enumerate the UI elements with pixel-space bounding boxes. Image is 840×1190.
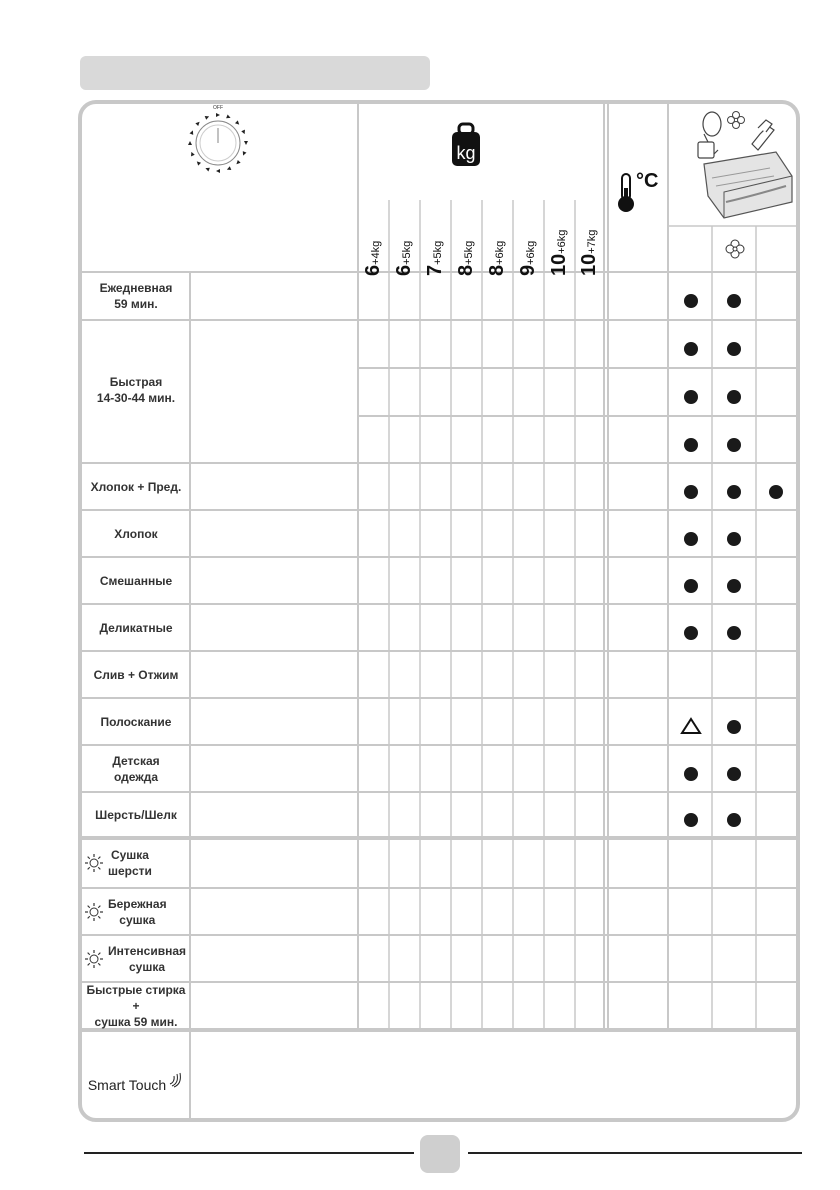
capacity-unit: kg — [585, 229, 598, 242]
included-dot — [684, 438, 698, 452]
included-dot — [684, 485, 698, 499]
capacity-unit: kg — [462, 240, 475, 253]
capacity-dry: +6 — [493, 252, 506, 265]
included-dot — [727, 532, 741, 546]
dial-tick — [188, 141, 192, 145]
temperature-unit-label: °C — [636, 170, 659, 192]
program-label-text: Хлопок + Пред. — [90, 479, 182, 494]
program-label — [82, 604, 190, 651]
program-label — [82, 510, 190, 557]
capacity-dry: +5 — [462, 252, 475, 265]
included-dot — [727, 813, 741, 827]
included-dot — [684, 342, 698, 356]
detergent-drawer-icon — [682, 106, 798, 226]
program-label-text: Интенсивная сушка — [108, 943, 187, 974]
program-label-text: Слив + Отжим — [93, 667, 179, 682]
capacity-header — [424, 196, 448, 276]
sun-icon — [84, 902, 104, 922]
wireless-icon — [168, 1072, 182, 1088]
capacity-unit: kg — [493, 240, 506, 253]
capacity-dry: +5 — [400, 252, 413, 265]
included-dot — [684, 813, 698, 827]
capacity-unit: kg — [400, 240, 413, 253]
program-label — [82, 463, 190, 510]
program-label — [82, 272, 190, 320]
sun-icon — [84, 949, 104, 969]
included-dot — [684, 294, 698, 308]
capacity-wash: 7 — [423, 264, 446, 276]
dial-tick — [195, 120, 201, 126]
dial-tick — [226, 166, 231, 171]
program-label — [82, 340, 190, 440]
included-dot — [727, 720, 741, 734]
dial-tick — [235, 160, 241, 166]
program-label-text: Быстрая 14-30-44 мин. — [96, 375, 176, 405]
capacity-unit: kg — [555, 229, 568, 242]
capacity-dry: +6 — [524, 252, 537, 265]
program-label-text: Шерсть/Шелк — [95, 808, 177, 822]
dial-tick — [216, 169, 220, 173]
thermometer-icon — [614, 172, 638, 214]
program-label-text: Ежедневная 59 мин. — [99, 281, 173, 311]
sun-icon — [84, 853, 104, 873]
capacity-header — [455, 196, 479, 276]
included-dot — [684, 532, 698, 546]
capacity-header — [517, 196, 541, 276]
capacity-unit: kg — [369, 240, 382, 253]
softener-flower-icon — [724, 238, 746, 260]
included-dot — [727, 438, 741, 452]
program-label-text: Смешанные — [99, 573, 173, 588]
program-label-text: Детская одежда — [112, 753, 160, 784]
capacity-wash: 10 — [547, 253, 570, 276]
capacity-wash: 6 — [361, 264, 384, 276]
capacity-dry: +5 — [431, 252, 444, 265]
program-label-text: Деликатные — [99, 620, 173, 635]
included-dot — [684, 767, 698, 781]
smart-touch-logo — [82, 1070, 188, 1100]
program-label-text: Быстрые стирка + сушка 59 мин. — [86, 983, 186, 1029]
program-label — [82, 888, 192, 935]
included-dot — [727, 767, 741, 781]
program-label — [82, 838, 192, 888]
dial-tick — [244, 141, 248, 145]
dial-tick — [195, 160, 201, 166]
footer-rule-left — [84, 1152, 414, 1154]
capacity-wash: 10 — [577, 253, 600, 276]
capacity-header — [548, 196, 572, 276]
program-label — [82, 557, 190, 604]
dial-tick — [205, 166, 210, 171]
included-dot — [727, 390, 741, 404]
program-label — [82, 935, 192, 982]
included-dot — [769, 485, 783, 499]
capacity-header — [486, 196, 510, 276]
included-dot — [727, 342, 741, 356]
capacity-wash: 8 — [454, 264, 477, 276]
dial-off-label: OFF — [213, 105, 223, 111]
footer-rule-right — [468, 1152, 802, 1154]
dial-tick — [216, 113, 220, 117]
capacity-header — [393, 196, 417, 276]
program-label — [82, 792, 190, 838]
weight-icon-label: kg — [456, 143, 476, 163]
program-label — [82, 651, 190, 698]
dial-tick — [190, 130, 195, 135]
dial-tick — [190, 151, 195, 156]
capacity-header — [578, 196, 602, 276]
included-dot — [727, 626, 741, 640]
included-dot — [727, 294, 741, 308]
capacity-dry: +4 — [369, 252, 382, 265]
program-label-text: Полоскание — [100, 714, 172, 729]
capacity-wash: 6 — [392, 264, 415, 276]
included-dot — [684, 390, 698, 404]
dial-tick — [241, 130, 246, 135]
capacity-dry: +7 — [585, 241, 598, 254]
capacity-dry: +6 — [555, 241, 568, 254]
included-dot — [727, 579, 741, 593]
program-label — [82, 698, 190, 745]
weight-kg-icon — [446, 122, 486, 170]
capacity-wash: 8 — [485, 264, 508, 276]
dial-tick — [241, 151, 246, 156]
smart-touch-label: Smart Touch — [87, 1077, 167, 1093]
dial-tick — [235, 120, 241, 126]
dial-tick — [205, 115, 210, 120]
program-label — [82, 745, 190, 792]
capacity-wash: 9 — [516, 264, 539, 276]
included-dot — [684, 579, 698, 593]
program-label-text: Бережная сушка — [108, 896, 167, 927]
program-dial-icon — [183, 100, 253, 180]
included-dot — [684, 626, 698, 640]
capacity-header — [362, 196, 386, 276]
capacity-unit: kg — [524, 240, 537, 253]
capacity-unit: kg — [431, 240, 444, 253]
dial-tick — [226, 115, 231, 120]
program-label-text: Сушка шерсти — [108, 848, 152, 878]
program-label — [82, 982, 190, 1030]
program-label-text: Хлопок — [114, 526, 158, 541]
included-dot — [727, 485, 741, 499]
optional-triangle-icon — [680, 717, 702, 735]
page-number-box — [420, 1135, 460, 1173]
